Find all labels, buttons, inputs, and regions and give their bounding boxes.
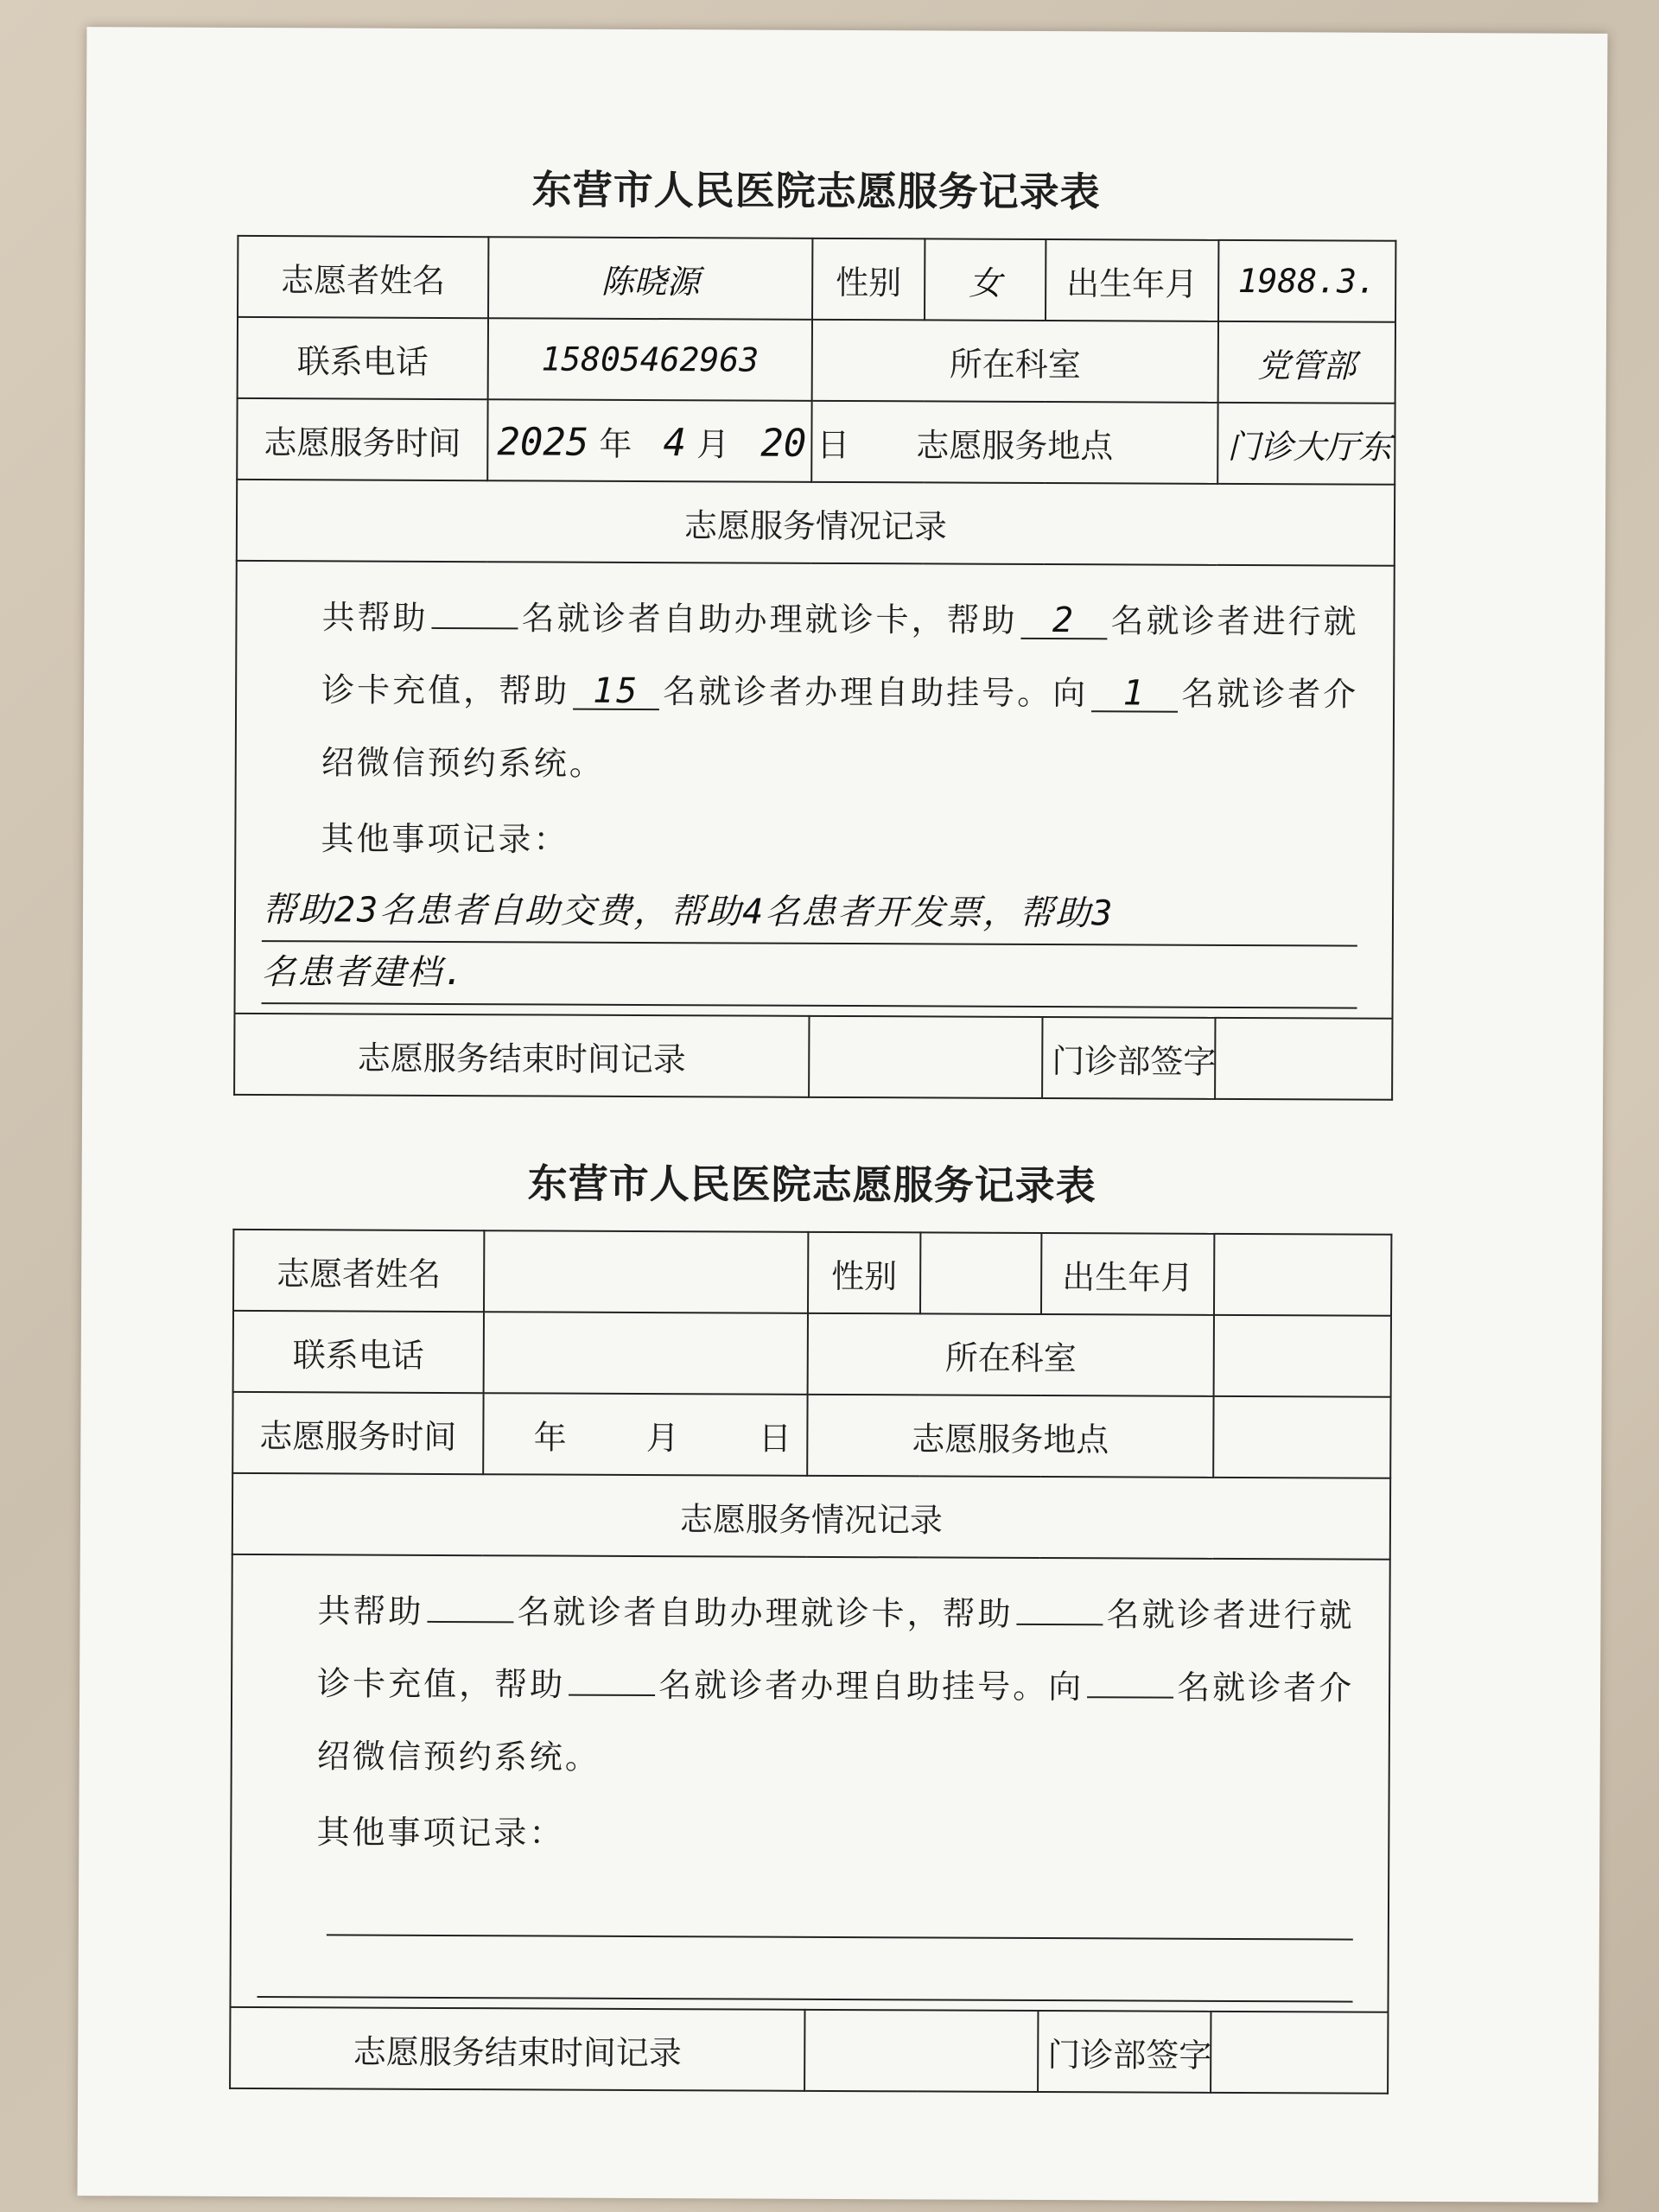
blank-wechat-count[interactable] (1091, 673, 1178, 714)
row-name (233, 1230, 1391, 1316)
section-title: 志愿服务情况记录 (237, 480, 1395, 566)
row-time (232, 1392, 1390, 1478)
label-volunteer-name: 志愿者姓名 (238, 236, 488, 318)
record-body (230, 1554, 1389, 2012)
label-service-time: 志愿服务时间 (232, 1392, 483, 1474)
field-signature[interactable] (1215, 1018, 1392, 1100)
date-year-unit: 年 (533, 1417, 567, 1457)
form-title: 东营市人民医院志愿服务记录表 (527, 1160, 1096, 1210)
label-gender: 性别 (812, 238, 925, 321)
blank-recharge-count[interactable] (1020, 603, 1107, 639)
section-title: 志愿服务情况记录 (232, 1473, 1390, 1560)
paper-sheet (78, 27, 1608, 2202)
record-text-3: 名就诊者进行就诊卡充值，帮助 (321, 601, 1359, 710)
date-day-unit: 日 (817, 425, 850, 464)
other-line-2 (262, 942, 1357, 1009)
row-section-header (232, 1473, 1390, 1560)
row-record (235, 561, 1395, 1019)
date-year-value: 2025 (497, 419, 589, 465)
field-end-time[interactable] (804, 2010, 1038, 2092)
other-line-1-text: 帮助23名患者自助交费，帮助4名患者开发票，帮助3 (261, 890, 1115, 934)
label-service-place: 志愿服务地点 (807, 1395, 1213, 1478)
record-text-5: 名就诊者介绍微信预约系统。 (321, 674, 1359, 783)
other-line-2 (257, 1936, 1353, 2003)
volunteer-record-form-2 (229, 1151, 1391, 2094)
other-matters-label: 其他事项记录： (316, 1813, 565, 1853)
field-phone[interactable] (484, 1312, 808, 1395)
record-paragraph (250, 1574, 1372, 1797)
field-department[interactable] (1214, 1315, 1391, 1397)
other-line-1 (262, 880, 1357, 947)
blank-wechat-value: 1 (1122, 673, 1147, 714)
blank-recharge-count[interactable] (1016, 1624, 1103, 1625)
date-day-unit: 日 (758, 1419, 792, 1458)
label-department: 所在科室 (812, 320, 1218, 403)
field-volunteer-name[interactable]: 陈晓源 (488, 237, 812, 320)
row-record (230, 1554, 1389, 2012)
field-signature[interactable] (1211, 2012, 1388, 2094)
label-phone: 联系电话 (238, 317, 488, 399)
row-phone (233, 1311, 1391, 1397)
blank-card-count[interactable] (427, 1621, 513, 1623)
field-service-place[interactable] (1213, 1396, 1390, 1478)
row-name (238, 236, 1395, 322)
blank-register-value: 15 (592, 671, 640, 711)
record-text-3: 名就诊者进行就诊卡充值，帮助 (317, 1595, 1355, 1704)
label-service-time: 志愿服务时间 (237, 398, 487, 480)
other-matters-label: 其他事项记录： (321, 819, 569, 859)
field-service-date[interactable] (483, 1393, 807, 1476)
label-end-time: 志愿服务结束时间记录 (230, 2007, 804, 2091)
blank-register-count[interactable] (573, 671, 659, 711)
label-service-place: 志愿服务地点 (811, 401, 1217, 484)
record-body (235, 561, 1395, 1019)
row-time (237, 398, 1395, 485)
label-end-time: 志愿服务结束时间记录 (234, 1014, 809, 1097)
field-phone[interactable]: 15805462963 (488, 318, 812, 401)
date-month-unit: 月 (696, 424, 730, 463)
other-matters-lines[interactable] (253, 880, 1376, 1009)
field-birth[interactable] (1214, 1234, 1391, 1316)
blank-wechat-count[interactable] (1087, 1696, 1173, 1698)
form-title: 东营市人民医院志愿服务记录表 (531, 166, 1101, 216)
record-text-4: 名就诊者办理自助挂号。向 (663, 672, 1089, 713)
form-table (233, 235, 1396, 1101)
row-section-header (237, 480, 1395, 566)
form-table (229, 1229, 1392, 2094)
record-text-1: 共帮助 (321, 598, 429, 637)
other-line-1 (327, 1873, 1353, 1940)
field-end-time[interactable] (809, 1016, 1042, 1098)
field-birth[interactable]: 1988.3. (1218, 240, 1395, 322)
record-text-2: 名就诊者自助办理就诊卡，帮助 (517, 1592, 1014, 1633)
other-matters-lines[interactable] (249, 1873, 1371, 2003)
row-end (234, 1014, 1392, 1100)
date-month-unit: 月 (645, 1418, 679, 1457)
date-month-value: 4 (663, 420, 687, 465)
blank-recharge-value: 2 (1052, 601, 1077, 641)
label-signature: 门诊部签字 (1042, 1017, 1215, 1099)
field-service-place[interactable]: 门诊大厅东 (1217, 403, 1395, 485)
date-year-unit: 年 (599, 424, 632, 463)
blank-card-count[interactable] (431, 627, 518, 629)
label-volunteer-name: 志愿者姓名 (233, 1230, 484, 1312)
blank-register-count[interactable] (569, 1694, 655, 1696)
record-text-1: 共帮助 (317, 1592, 424, 1630)
date-day-value: 20 (760, 421, 807, 466)
field-volunteer-name[interactable] (484, 1230, 808, 1313)
record-text-2: 名就诊者自助办理就诊卡，帮助 (521, 599, 1018, 639)
label-phone: 联系电话 (233, 1311, 484, 1393)
label-birth: 出生年月 (1046, 239, 1218, 321)
field-service-date[interactable] (487, 399, 850, 482)
field-gender[interactable] (920, 1232, 1041, 1314)
record-text-5: 名就诊者介绍微信预约系统。 (316, 1668, 1355, 1777)
row-end (230, 2007, 1388, 2094)
record-text-4: 名就诊者办理自助挂号。向 (658, 1666, 1084, 1707)
label-birth: 出生年月 (1041, 1233, 1214, 1315)
label-gender: 性别 (808, 1232, 920, 1314)
row-phone (238, 317, 1395, 404)
field-department[interactable]: 党管部 (1218, 321, 1395, 404)
other-line-2-text: 名患者建档. (261, 952, 466, 994)
record-paragraph (254, 581, 1376, 804)
label-department: 所在科室 (808, 1313, 1214, 1396)
label-signature: 门诊部签字 (1038, 2011, 1211, 2093)
volunteer-record-form-1 (233, 157, 1395, 1101)
field-gender[interactable]: 女 (925, 238, 1046, 321)
